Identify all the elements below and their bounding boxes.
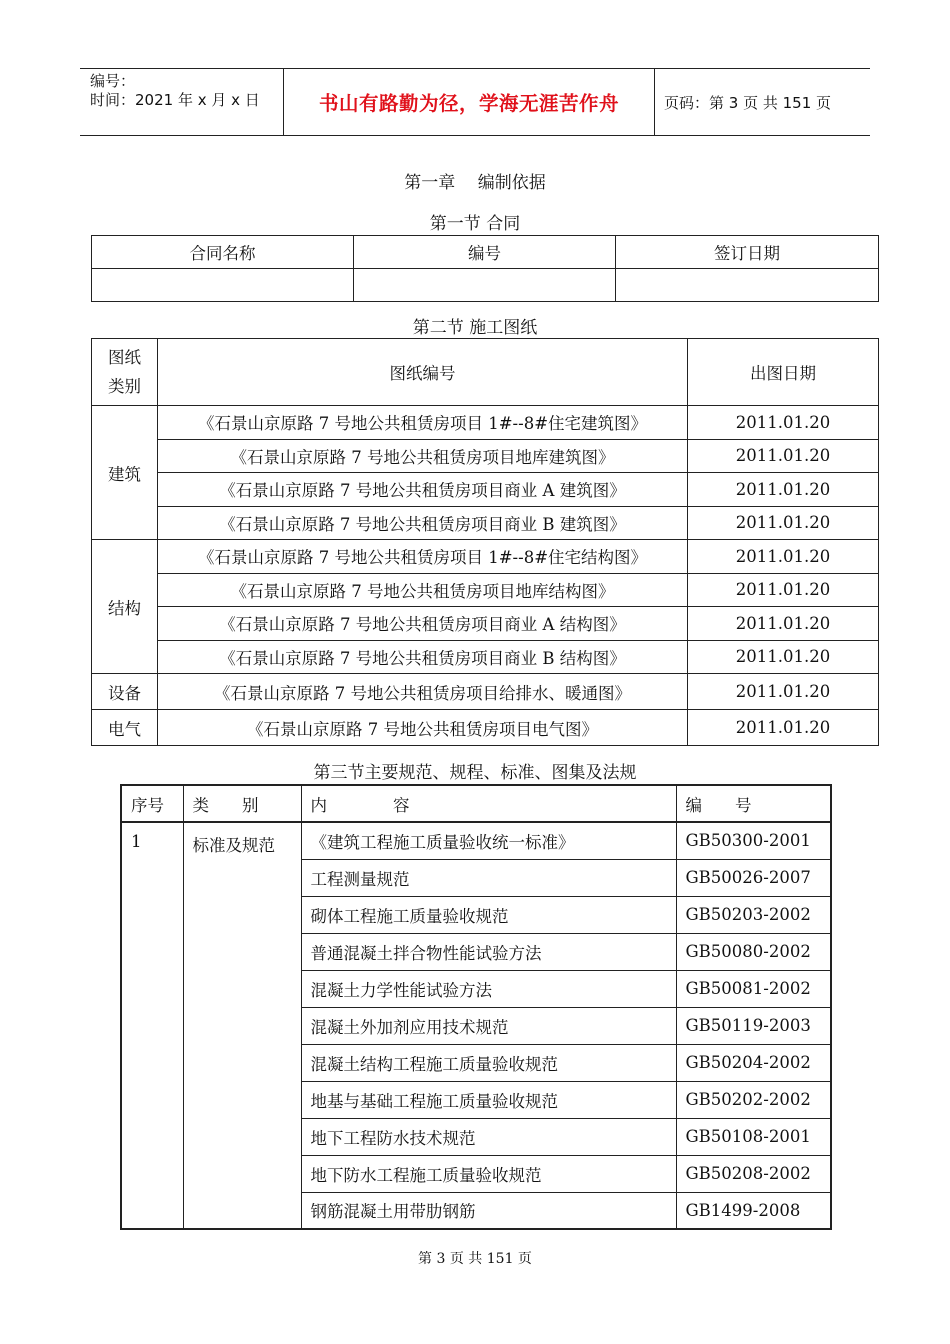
drawing-date-cell: 2011.01.20 <box>688 439 879 473</box>
drawing-name-cell: 《石景山京原路 7 号地公共租赁房项目商业 A 建筑图》 <box>158 473 688 507</box>
contract-header-name: 合同名称 <box>92 236 354 269</box>
section2-title: 第二节 施工图纸 <box>412 318 538 338</box>
contract-table <box>91 235 879 302</box>
drawings-table-header <box>92 339 879 406</box>
standards-code-cell: GB50203-2002 <box>676 896 831 933</box>
contract-header-number: 编号 <box>354 236 616 269</box>
standards-content-cell: 工程测量规范 <box>301 859 676 896</box>
standards-code-cell: GB50108-2001 <box>676 1118 831 1155</box>
standards-content-cell: 砌体工程施工质量验收规范 <box>301 896 676 933</box>
drawings-table-row <box>92 506 879 540</box>
drawings-table-body <box>92 406 879 746</box>
standards-code-cell: GB50081-2002 <box>676 970 831 1007</box>
standards-content-cell: 钢筋混凝土用带肋钢筋 <box>301 1192 676 1229</box>
standards-table-header <box>121 785 831 822</box>
drawings-table-row <box>92 674 879 710</box>
standards-content-cell: 地下防水工程施工质量验收规范 <box>301 1155 676 1192</box>
standards-content-cell: 地下工程防水技术规范 <box>301 1118 676 1155</box>
header-meta <box>90 72 285 110</box>
drawing-date-cell: 2011.01.20 <box>688 406 879 440</box>
contract-cell <box>92 269 354 302</box>
drawing-name-cell: 《石景山京原路 7 号地公共租赁房项目商业 A 结构图》 <box>158 607 688 641</box>
standards-table-row <box>121 822 831 859</box>
drawing-category-cell: 设备 <box>92 674 158 710</box>
section3-title: 第三节主要规范、规程、标准、图集及法规 <box>313 763 637 783</box>
standards-code-cell: GB50119-2003 <box>676 1007 831 1044</box>
drawings-table-row <box>92 573 879 607</box>
drawings-table-row <box>92 406 879 440</box>
contract-header-date: 签订日期 <box>616 236 879 269</box>
drawing-date-cell: 2011.01.20 <box>688 540 879 574</box>
drawings-table-row <box>92 710 879 746</box>
drawings-table-row <box>92 607 879 641</box>
drawing-category-cell: 建筑 <box>92 406 158 540</box>
standards-code-cell: GB50208-2002 <box>676 1155 831 1192</box>
section1-title: 第一节 合同 <box>429 214 521 234</box>
drawing-name-cell: 《石景山京原路 7 号地公共租赁房项目商业 B 建筑图》 <box>158 506 688 540</box>
header-page-info: 页码：第 3 页 共 151 页 <box>664 93 832 112</box>
standards-content-cell: 混凝土结构工程施工质量验收规范 <box>301 1044 676 1081</box>
drawings-table-row <box>92 640 879 674</box>
drawings-table <box>91 338 879 746</box>
header-time-label: 时间：2021 年 x 月 x 日 <box>90 91 260 109</box>
drawing-date-cell: 2011.01.20 <box>688 473 879 507</box>
drawings-table-row <box>92 473 879 507</box>
drawings-table-row <box>92 540 879 574</box>
drawing-name-cell: 《石景山京原路 7 号地公共租赁房项目商业 B 结构图》 <box>158 640 688 674</box>
standards-header-code: 编 号 <box>676 785 831 822</box>
drawing-name-cell: 《石景山京原路 7 号地公共租赁房项目 1#--8#住宅结构图》 <box>158 540 688 574</box>
drawing-name-cell: 《石景山京原路 7 号地公共租赁房项目电气图》 <box>158 710 688 746</box>
standards-table <box>120 784 832 1230</box>
standards-code-cell: GB50300-2001 <box>676 822 831 859</box>
standards-code-cell: GB50204-2002 <box>676 1044 831 1081</box>
drawing-date-cell: 2011.01.20 <box>688 674 879 710</box>
contract-cell <box>354 269 616 302</box>
standards-code-cell: GB1499-2008 <box>676 1192 831 1229</box>
drawing-date-cell: 2011.01.20 <box>688 710 879 746</box>
drawing-name-cell: 《石景山京原路 7 号地公共租赁房项目地库结构图》 <box>158 573 688 607</box>
drawing-date-cell: 2011.01.20 <box>688 573 879 607</box>
standards-table-body <box>121 822 831 1229</box>
drawing-name-cell: 《石景山京原路 7 号地公共租赁房项目地库建筑图》 <box>158 439 688 473</box>
standards-content-cell: 地基与基础工程施工质量验收规范 <box>301 1081 676 1118</box>
drawing-date-cell: 2011.01.20 <box>688 607 879 641</box>
standards-header-seq: 序号 <box>121 785 183 822</box>
drawing-name-cell: 《石景山京原路 7 号地公共租赁房项目 1#--8#住宅建筑图》 <box>158 406 688 440</box>
contract-table-header <box>92 236 879 269</box>
standards-category-cell: 标准及规范 <box>183 822 301 1229</box>
standards-code-cell: GB50026-2007 <box>676 859 831 896</box>
header-code-label: 编号： <box>90 72 136 90</box>
drawing-name-cell: 《石景山京原路 7 号地公共租赁房项目给排水、暖通图》 <box>158 674 688 710</box>
drawing-category-cell: 电气 <box>92 710 158 746</box>
contract-table-row <box>92 269 879 302</box>
drawings-header-number: 图纸编号 <box>158 339 688 406</box>
drawings-header-category: 图纸类别 <box>92 339 158 406</box>
drawing-date-cell: 2011.01.20 <box>688 506 879 540</box>
chapter-title: 第一章 编制依据 <box>404 173 546 193</box>
standards-header-category: 类 别 <box>183 785 301 822</box>
standards-code-cell: GB50202-2002 <box>676 1081 831 1118</box>
standards-code-cell: GB50080-2002 <box>676 933 831 970</box>
contract-cell <box>616 269 879 302</box>
standards-content-cell: 混凝土力学性能试验方法 <box>301 970 676 1007</box>
drawings-table-row <box>92 439 879 473</box>
standards-seq-cell: 1 <box>121 822 183 1229</box>
header-motto: 书山有路勤为径，学海无涯苦作舟 <box>283 69 655 135</box>
standards-content-cell: 普通混凝土拌合物性能试验方法 <box>301 933 676 970</box>
page-footer: 第 3 页 共 151 页 <box>418 1251 532 1267</box>
page-header <box>80 68 870 136</box>
standards-header-content: 内 容 <box>301 785 676 822</box>
drawing-date-cell: 2011.01.20 <box>688 640 879 674</box>
standards-content-cell: 《建筑工程施工质量验收统一标准》 <box>301 822 676 859</box>
drawings-header-date: 出图日期 <box>688 339 879 406</box>
standards-content-cell: 混凝土外加剂应用技术规范 <box>301 1007 676 1044</box>
drawing-category-cell: 结构 <box>92 540 158 674</box>
